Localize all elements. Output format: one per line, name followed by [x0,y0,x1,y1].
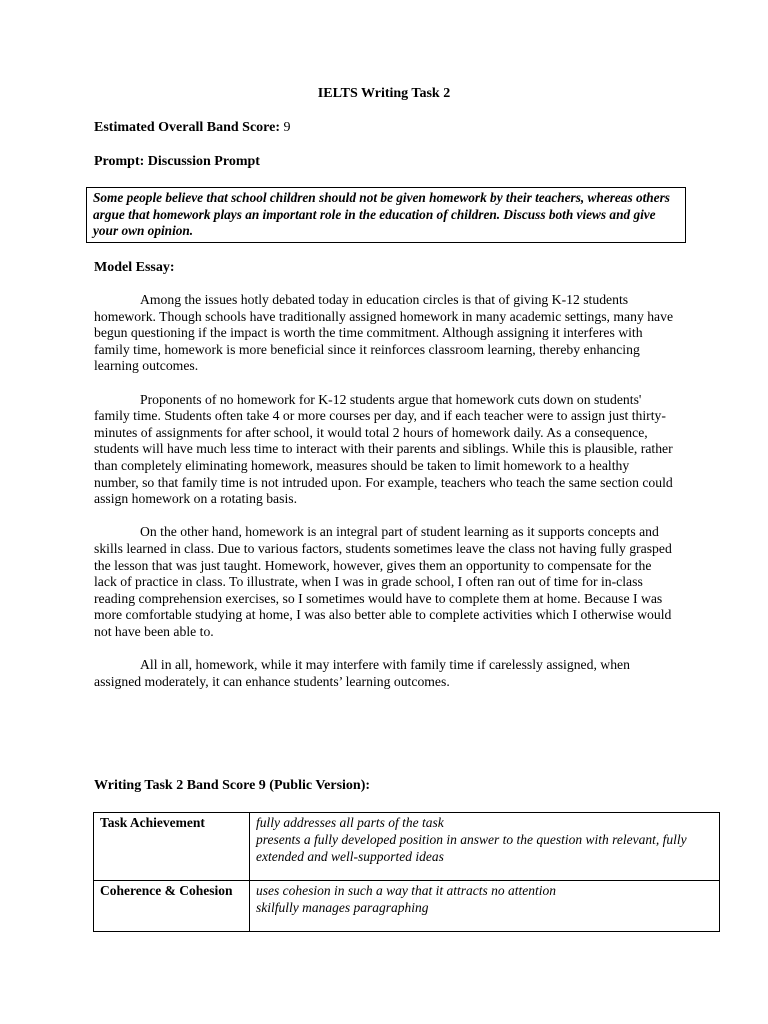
essay-paragraph-3: On the other hand, homework is an integral part of student learning as it supports concepts and skills learned in class. Due to various factors, students sometimes leave the class not having fully grasped the lesson that was just taught. Homework, however, gives them an opportunity to compensate for the lack of practice in class. To illustrate, when I was in grade school, I often ran out of time for in-class reading comprehension exercises, so I sometimes would have to complete them at home. Because I was more comfortable studying at home, I was also better able to complete activities which I otherwise would not have been able to. [94,524,672,639]
model-essay [94,292,676,707]
table-row [94,813,720,881]
essay-heading: Model Essay: [94,260,175,275]
criterion-descriptors [250,813,720,881]
table-row [94,881,720,932]
band-descriptors-heading: Writing Task 2 Band Score 9 (Public Version): [94,778,371,793]
descriptor-line: skilfully manages paragraphing [256,900,429,915]
band-score-line [94,120,291,136]
prompt-box: Some people believe that school children should not be given homework by their teachers, whereas others argue that homework plays an important role in the education of children. Discuss both views and give your own opinion. [86,187,686,243]
prompt-label: Prompt: Discussion Prompt [94,154,260,169]
criterion-name: Task Achievement [94,813,250,881]
essay-paragraph-1: Among the issues hotly debated today in education circles is that of giving K-12 students homework. Though schools have traditionally assigned homework in many academic settings, many have begun questioning if the impact is worth the time commitment. Although assigning it interferes with family time, homework is more beneficial since it reinforces classroom learning, thereby enhancing learning outcomes. [94,292,674,374]
criterion-name: Coherence & Cohesion [94,881,250,932]
band-score-label: Estimated Overall Band Score: [94,120,281,135]
band-descriptors-table [93,812,720,932]
descriptor-line: presents a fully developed position in answer to the question with relevant, fully extended and well-supported ideas [256,832,687,864]
band-score-value: 9 [283,120,291,135]
criterion-descriptors [250,881,720,932]
page-title: IELTS Writing Task 2 [317,86,451,101]
essay-paragraph-2: Proponents of no homework for K-12 students argue that homework cuts down on students' family time. Students often take 4 or more courses per day, and if each teacher were to assign just thirty-minutes of assignments for after school, it would total 2 hours of homework daily. As a consequence, students will have much less time to interact with their parents and siblings. While this is plausible, rather than completely eliminating homework, measures should be taken to limit homework to a healthy number, so that family time is not intruded upon. For example, teachers who teach the same section could assign homework on a rotating basis. [94,391,673,507]
descriptor-line: uses cohesion in such a way that it attracts no attention [256,883,556,898]
essay-paragraph-4: All in all, homework, while it may interfere with family time if carelessly assigned, when assigned moderately, it can enhance students’ learning outcomes. [94,657,630,689]
descriptor-line: fully addresses all parts of the task [256,815,444,830]
